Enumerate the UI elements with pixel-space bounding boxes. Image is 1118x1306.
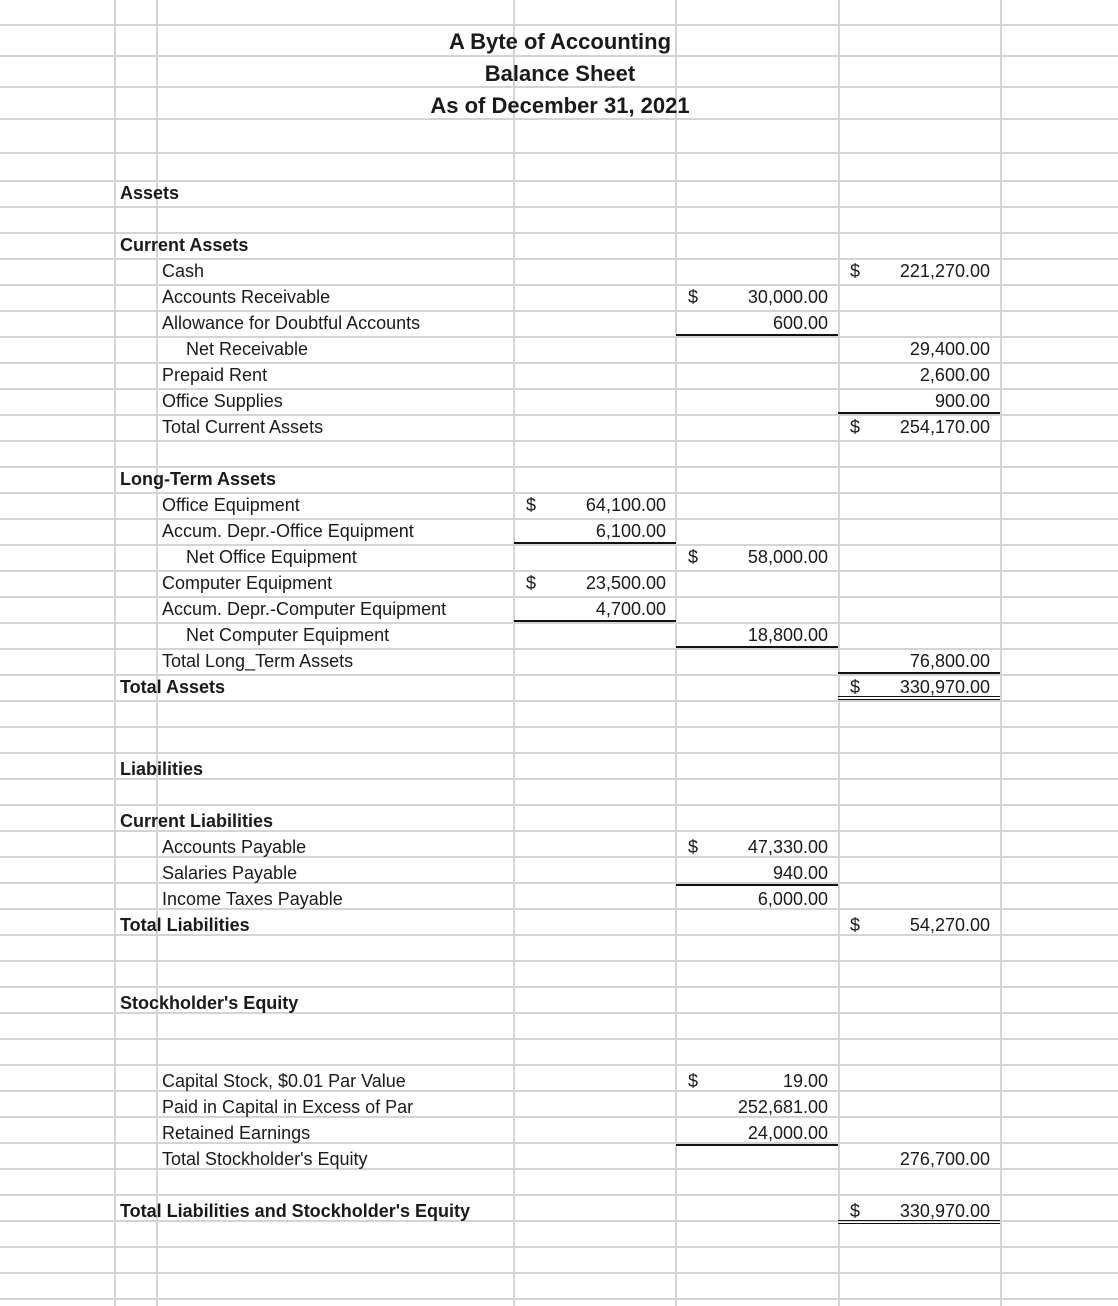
- amount-cell: [838, 674, 1000, 700]
- amount-cell: [514, 570, 676, 596]
- amount-value: 30,000.00: [747, 287, 828, 307]
- sheet-row: [0, 466, 1118, 492]
- sheet-row: [0, 492, 1118, 518]
- company-name: A Byte of Accounting: [448, 29, 672, 54]
- sheet-row: [0, 834, 1118, 860]
- row-label: Total Stockholder's Equity: [162, 1149, 368, 1169]
- row-label: Paid in Capital in Excess of Par: [162, 1097, 414, 1117]
- row-label: Net Computer Equipment: [186, 625, 390, 645]
- row-label: Income Taxes Payable: [162, 889, 343, 909]
- sheet-row: [0, 310, 1118, 336]
- sheet-row: [0, 570, 1118, 596]
- amount-cell: [838, 388, 1000, 414]
- sheet-row: [0, 674, 1118, 700]
- sheet-row: [0, 284, 1118, 310]
- grid-row-line: [0, 1194, 1118, 1196]
- amount-value: 29,400.00: [909, 339, 990, 359]
- amount-cell: [676, 860, 838, 886]
- amount-value: 6,000.00: [757, 889, 828, 909]
- currency-symbol: $: [688, 837, 699, 857]
- grid-row-line: [0, 24, 1118, 26]
- row-label: Total Current Assets: [162, 417, 324, 437]
- currency-symbol: $: [688, 287, 699, 307]
- sheet-row: [0, 1198, 1118, 1224]
- amount-value: 330,970.00: [899, 677, 990, 697]
- row-label: Current Assets: [120, 235, 249, 255]
- currency-symbol: $: [850, 261, 861, 281]
- sheet-row: [0, 1120, 1118, 1146]
- report-title: Balance Sheet: [484, 61, 636, 86]
- row-label: Accum. Depr.-Computer Equipment: [162, 599, 447, 619]
- amount-value: 24,000.00: [747, 1123, 828, 1143]
- amount-cell: [838, 414, 1000, 440]
- row-label: Current Liabilities: [120, 811, 274, 831]
- sheet-row: [0, 518, 1118, 544]
- amount-cell: [676, 622, 838, 648]
- amount-value: 76,800.00: [909, 651, 990, 671]
- amount-cell: [838, 1198, 1000, 1224]
- grid-row-line: [0, 804, 1118, 806]
- row-label: Net Office Equipment: [186, 547, 357, 567]
- amount-cell: [514, 518, 676, 544]
- amount-value: 940.00: [772, 863, 828, 883]
- sheet-row: [0, 990, 1118, 1016]
- amount-value: 900.00: [934, 391, 990, 411]
- amount-cell: [514, 596, 676, 622]
- row-label: Prepaid Rent: [162, 365, 268, 385]
- row-label: Assets: [120, 183, 180, 203]
- amount-cell: [676, 834, 838, 860]
- row-label: Computer Equipment: [162, 573, 333, 593]
- row-label: Salaries Payable: [162, 863, 298, 883]
- amount-cell: [838, 912, 1000, 938]
- row-label: Total Assets: [120, 677, 226, 697]
- amount-value: 54,270.00: [909, 915, 990, 935]
- sheet-row: [0, 648, 1118, 674]
- row-label: Allowance for Doubtful Accounts: [162, 313, 421, 333]
- amount-cell: [838, 336, 1000, 362]
- sheet-row: [0, 860, 1118, 886]
- amount-value: 276,700.00: [899, 1149, 990, 1169]
- amount-value: 47,330.00: [747, 837, 828, 857]
- row-label: Accounts Payable: [162, 837, 307, 857]
- sheet-row: [0, 336, 1118, 362]
- amount-value: 254,170.00: [899, 417, 990, 437]
- row-label: Cash: [162, 261, 205, 281]
- grid-row-line: [0, 1038, 1118, 1040]
- grid-row-line: [0, 986, 1118, 988]
- amount-cell: [838, 258, 1000, 284]
- sheet-row: [0, 544, 1118, 570]
- row-label: Total Liabilities and Stockholder's Equity: [120, 1201, 470, 1221]
- grid-row-line: [0, 1272, 1118, 1274]
- sheet-row: [0, 180, 1118, 206]
- sheet-row: [0, 414, 1118, 440]
- sheet-row: [0, 362, 1118, 388]
- amount-cell: [838, 1146, 1000, 1172]
- sheet-row: [0, 886, 1118, 912]
- currency-symbol: $: [526, 495, 537, 515]
- amount-cell: [676, 886, 838, 912]
- amount-cell: [676, 544, 838, 570]
- amount-value: 2,600.00: [919, 365, 990, 385]
- grid-row-line: [0, 726, 1118, 728]
- currency-symbol: $: [688, 547, 699, 567]
- sheet-row: [0, 756, 1118, 782]
- amount-cell: [676, 310, 838, 336]
- grid-row-line: [0, 152, 1118, 154]
- grid-row-line: [0, 55, 1118, 57]
- amount-cell: [676, 1068, 838, 1094]
- currency-symbol: $: [688, 1071, 699, 1091]
- sheet-row: [0, 1146, 1118, 1172]
- row-label: Retained Earnings: [162, 1123, 311, 1143]
- sheet-row: [0, 596, 1118, 622]
- sheet-row: [0, 622, 1118, 648]
- amount-value: 23,500.00: [585, 573, 666, 593]
- sheet-row: [0, 232, 1118, 258]
- amount-value: 58,000.00: [747, 547, 828, 567]
- amount-value: 600.00: [772, 313, 828, 333]
- currency-symbol: $: [850, 915, 861, 935]
- row-label: Capital Stock, $0.01 Par Value: [162, 1071, 406, 1091]
- amount-value: 252,681.00: [737, 1097, 828, 1117]
- sheet-row: [0, 912, 1118, 938]
- amount-value: 221,270.00: [899, 261, 990, 281]
- grid-row-line: [0, 1246, 1118, 1248]
- amount-value: 330,970.00: [899, 1201, 990, 1221]
- grid-row-line: [0, 960, 1118, 962]
- row-label: Net Receivable: [186, 339, 309, 359]
- grid-row-line: [0, 1298, 1118, 1300]
- currency-symbol: $: [850, 417, 861, 437]
- row-label: Office Equipment: [162, 495, 300, 515]
- row-label: Accounts Receivable: [162, 287, 331, 307]
- currency-symbol: $: [850, 1201, 861, 1221]
- grid-row-line: [0, 206, 1118, 208]
- amount-cell: [676, 284, 838, 310]
- amount-value: 19.00: [782, 1071, 828, 1091]
- row-label: Long-Term Assets: [120, 469, 277, 489]
- grid-row-line: [0, 440, 1118, 442]
- sheet-row: [0, 1094, 1118, 1120]
- grid-row-line: [0, 700, 1118, 702]
- amount-cell: [514, 492, 676, 518]
- sheet-row: [0, 1068, 1118, 1094]
- amount-cell: [838, 362, 1000, 388]
- currency-symbol: $: [850, 677, 861, 697]
- sheet-row: [0, 808, 1118, 834]
- row-label: Accum. Depr.-Office Equipment: [162, 521, 414, 541]
- amount-cell: [838, 648, 1000, 674]
- amount-cell: [676, 1120, 838, 1146]
- grid-row-line: [0, 1064, 1118, 1066]
- amount-value: 64,100.00: [585, 495, 666, 515]
- amount-cell: [676, 1094, 838, 1120]
- amount-value: 4,700.00: [595, 599, 666, 619]
- amount-value: 6,100.00: [595, 521, 666, 541]
- currency-symbol: $: [526, 573, 537, 593]
- sheet-row: [0, 388, 1118, 414]
- row-label: Total Liabilities: [120, 915, 250, 935]
- row-label: Liabilities: [120, 759, 204, 779]
- report-date: As of December 31, 2021: [430, 93, 690, 118]
- row-label: Stockholder's Equity: [120, 993, 299, 1013]
- row-label: Total Long_Term Assets: [162, 651, 354, 671]
- sheet-row: [0, 258, 1118, 284]
- grid-row-line: [0, 752, 1118, 754]
- row-label: Office Supplies: [162, 391, 283, 411]
- amount-value: 18,800.00: [747, 625, 828, 645]
